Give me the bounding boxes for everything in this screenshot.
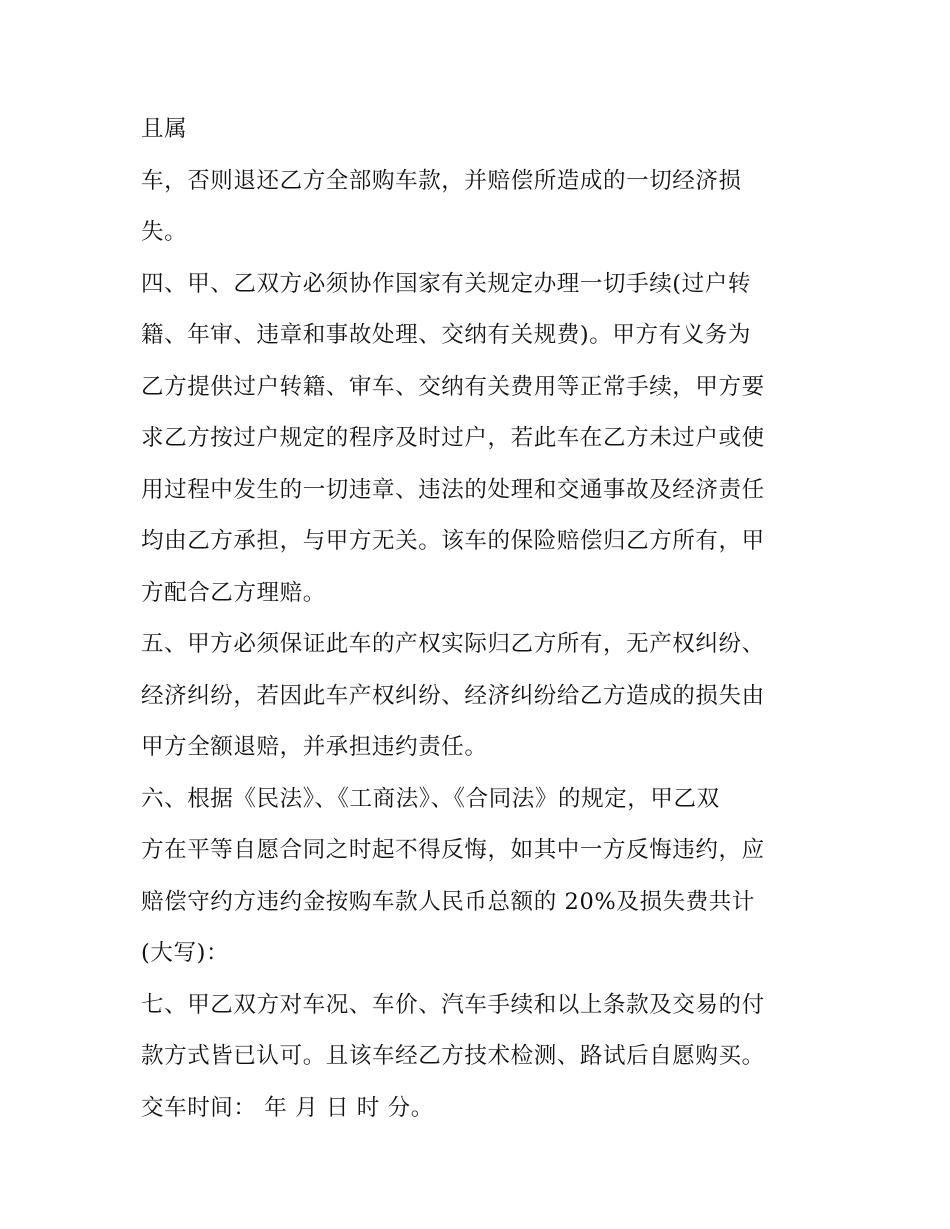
text-line-20: 交车时间： 年 月 日 时 分。 — [141, 1094, 434, 1121]
text-line-11: 五、甲方必须保证此车的产权实际归乙方所有，无产权纠纷、 — [141, 631, 765, 657]
text-line-17: (大写)： — [141, 940, 230, 966]
text-line-15: 方在平等自愿合同之时起不得反悔，如其中一方反悔违约，应 — [141, 837, 765, 863]
text-line-1: 且属 — [141, 116, 188, 142]
text-line-6: 乙方提供过户转籍、审车、交纳有关费用等正常手续，甲方要 — [141, 373, 765, 400]
text-line-19: 款方式皆已认可。且该车经乙方技术检测、路试后自愿购买。 — [141, 1043, 765, 1069]
text-line-9: 均由乙方承担，与甲方无关。该车的保险赔偿归乙方所有，甲 — [141, 528, 765, 554]
text-line-8: 用过程中发生的一切违章、违法的处理和交通事故及经济责任 — [141, 476, 765, 503]
text-line-4: 四、甲、乙双方必须协作国家有关规定办理一切手续(过户转 — [141, 270, 751, 297]
text-line-7: 求乙方按过户规定的程序及时过户，若此车在乙方未过户或使 — [141, 425, 765, 451]
document-body — [141, 104, 821, 1134]
text-line-13: 甲方全额退赔，并承担违约责任。 — [141, 734, 488, 760]
text-line-18: 七、甲乙双方对车况、车价、汽车手续和以上条款及交易的付 — [141, 991, 765, 1018]
text-line-2: 车，否则退还乙方全部购车款，并赔偿所造成的一切经济损 — [141, 167, 742, 194]
text-line-16: 赔偿守约方违约金按购车款人民币总额的 20%及损失费共计 — [141, 888, 755, 915]
text-line-3: 失。 — [141, 219, 188, 245]
text-line-10: 方配合乙方理赔。 — [141, 579, 326, 606]
text-line-14: 六、根据《民法》、《工商法》、《合同法》的规定，甲乙双 — [141, 785, 720, 812]
text-line-5: 籍、年审、违章和事故处理、交纳有关规费)。甲方有义务为 — [141, 322, 751, 348]
text-line-12: 经济纠纷，若因此车产权纠纷、经济纠纷给乙方造成的损失由 — [141, 682, 765, 709]
